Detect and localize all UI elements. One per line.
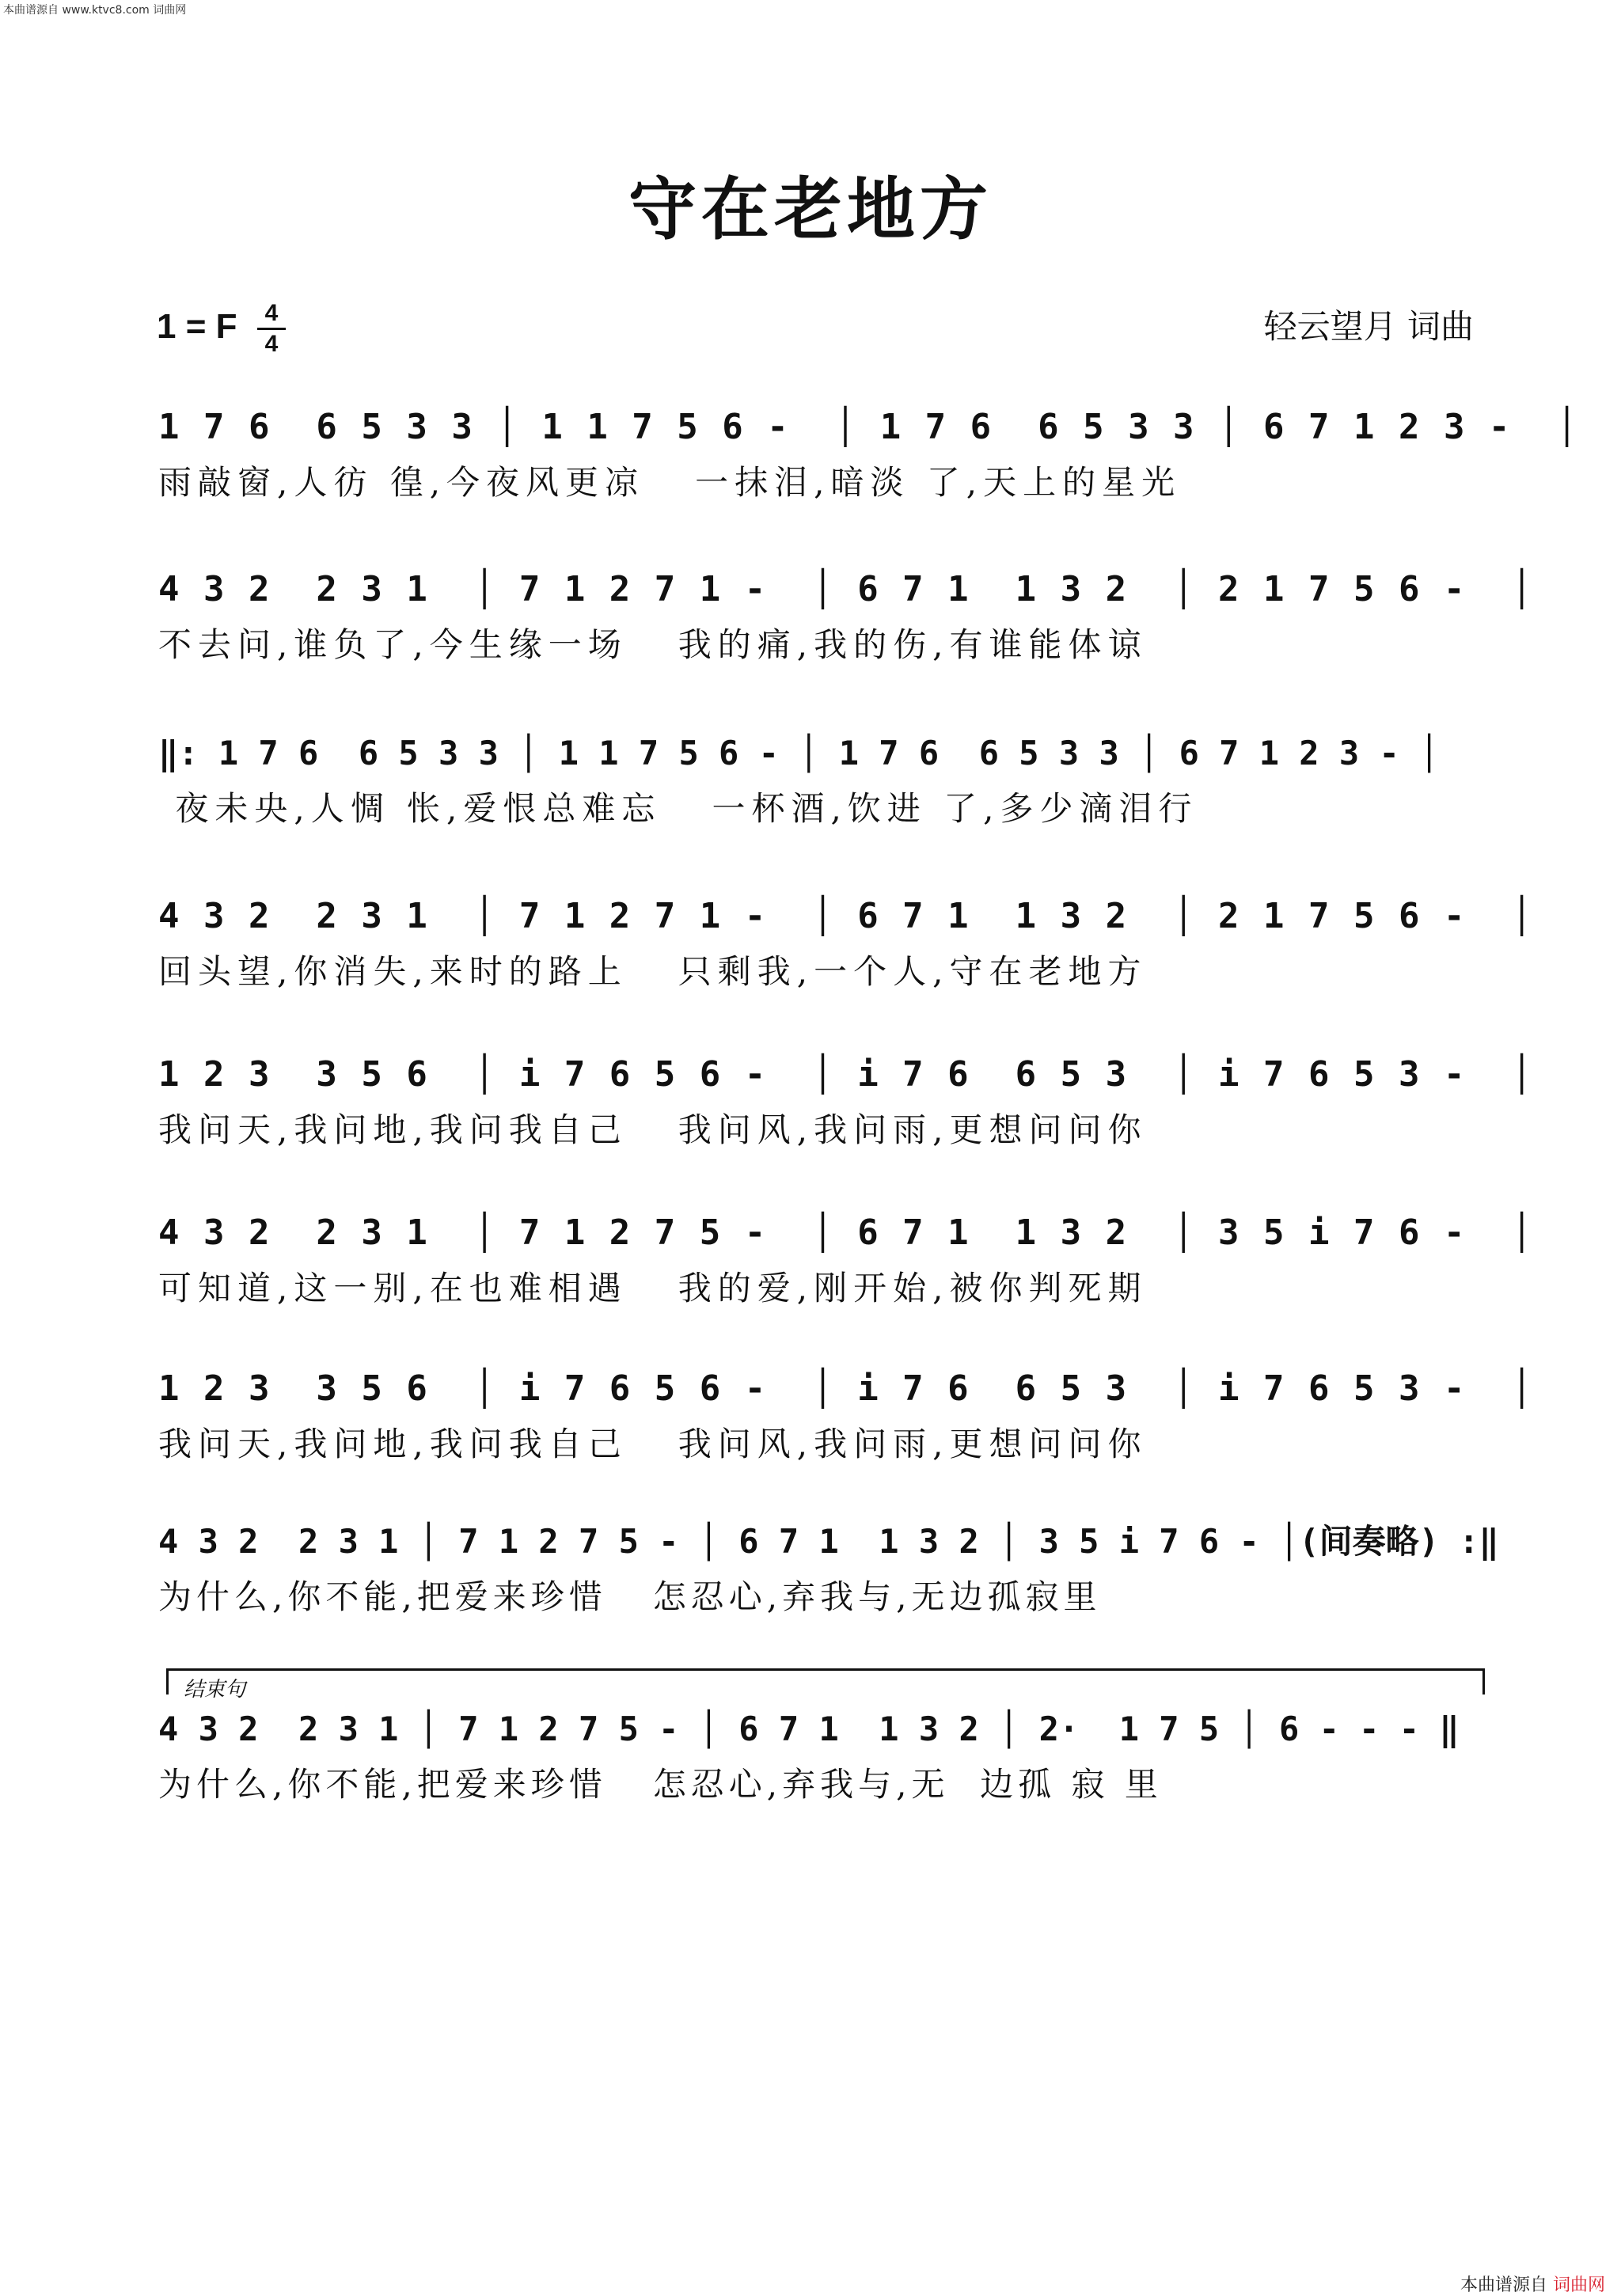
score-system-7 (0, 1365, 1621, 1500)
lyrics-line: 回头望,你消失,来时的路上 只剩我,一个人,守在老地方 (158, 952, 1148, 991)
lyrics-line: 为什么,你不能,把爱来珍惜 怎忍心,弃我与,无边孤寂里 (158, 1577, 1102, 1616)
lyrics-line: 可知道,这一别,在也难相遇 我的爱,刚开始,被你判死期 (158, 1269, 1148, 1307)
notation-line: 1 2 3 3 5 6 │ i 7 6 5 6 - │ i 7 6 6 5 3 │ i 7 6 5 3 - │ (158, 1054, 1534, 1095)
watermark-site: 词曲网 (1552, 2275, 1605, 2295)
time-signature-divider (257, 328, 286, 330)
time-signature (257, 301, 286, 357)
notation-line: 1 7 6 6 5 3 3 │ 1 1 7 5 6 - │ 1 7 6 6 5 3 3 │ 6 7 1 2 3 - │ (158, 407, 1579, 447)
bottom-watermark (1460, 2271, 1605, 2296)
notation-line: 4 3 2 2 3 1 │ 7 1 2 7 1 - │ 6 7 1 1 3 2 │ 2 1 7 5 6 - │ (158, 896, 1534, 936)
lyrics-line: 为什么,你不能,把爱来珍惜 怎忍心,弃我与,无 边孤 寂 里 (158, 1765, 1163, 1804)
notation-line: 4 3 2 2 3 1 │ 7 1 2 7 1 - │ 6 7 1 1 3 2 │ 2 1 7 5 6 - │ (158, 569, 1534, 609)
lyrics-line: 不去问,谁负了,今生缘一场 我的痛,我的伤,有谁能体谅 (158, 625, 1148, 664)
time-signature-top: 4 (264, 300, 279, 326)
ending-label: 结束句 (184, 1678, 246, 1702)
score-system-8 (0, 1518, 1621, 1653)
notation-line: 4 3 2 2 3 1 │ 7 1 2 7 5 - │ 6 7 1 1 3 2 │ 3 5 i 7 6 - │(间奏略) :‖ (158, 1522, 1499, 1561)
lyrics-line: 夜未央,人惆 怅,爱恨总难忘 一杯酒,饮进 了,多少滴泪行 (158, 789, 1198, 828)
score-system-5 (0, 1051, 1621, 1186)
score-system-1 (0, 404, 1621, 538)
lyrics-line: 我问天,我问地,我问我自己 我问风,我问雨,更想问问你 (158, 1425, 1148, 1463)
notation-line: 4 3 2 2 3 1 │ 7 1 2 7 5 - │ 6 7 1 1 3 2 │ 2· 1 7 5 │ 6 - - - ‖ (158, 1710, 1460, 1748)
ending-bracket (166, 1668, 1485, 1694)
credits: 轻云望月 词曲 (1263, 307, 1474, 346)
lyrics-line: 雨敲窗,人彷 徨,今夜风更凉 一抹泪,暗淡 了,天上的星光 (158, 463, 1182, 502)
notation-line: ‖: 1 7 6 6 5 3 3 │ 1 1 7 5 6 - │ 1 7 6 6 5 3 3 │ 6 7 1 2 3 - │ (158, 734, 1440, 772)
lyrics-line: 我问天,我问地,我问我自己 我问风,我问雨,更想问问你 (158, 1110, 1148, 1149)
notation-line: 1 2 3 3 5 6 │ i 7 6 5 6 - │ i 7 6 6 5 3 │ i 7 6 5 3 - │ (158, 1368, 1534, 1409)
key-signature: 1 = F (157, 307, 237, 346)
time-signature-bottom: 4 (264, 331, 279, 357)
top-watermark: 本曲谱源自 www.ktvc8.com 词曲网 (3, 4, 187, 17)
score-system-4 (0, 893, 1621, 1027)
score-system-9 (0, 1706, 1621, 1840)
watermark-source: 本曲谱源自 (1460, 2275, 1547, 2295)
notation-line: 4 3 2 2 3 1 │ 7 1 2 7 5 - │ 6 7 1 1 3 2 │ 3 5 i 7 6 - │ (158, 1213, 1534, 1253)
score-system-6 (0, 1209, 1621, 1344)
song-title: 守在老地方 (628, 169, 993, 249)
score-system-3 (0, 730, 1621, 864)
score-system-2 (0, 566, 1621, 700)
